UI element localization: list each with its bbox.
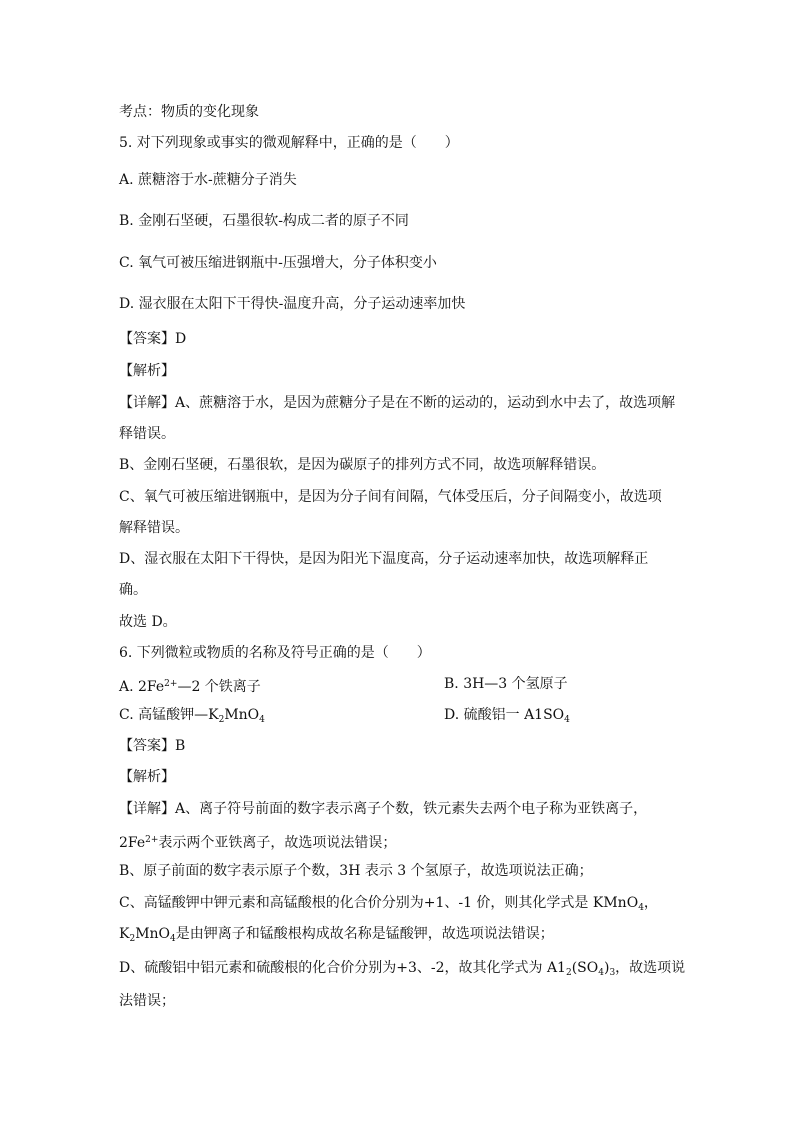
superscript: 2+ (145, 835, 159, 845)
q6-detail-line (119, 893, 658, 918)
text: MnO (135, 926, 171, 942)
q5-option-a: A. 蔗糖溶于水-蔗糖分子消失 (119, 172, 297, 188)
q6-option-d (444, 705, 570, 730)
kaodian-line: 考点：物质的变化现象 (119, 104, 259, 120)
q6-analysis-heading: 【解析】 (119, 769, 175, 785)
q6-option-a (119, 674, 261, 697)
q5-detail-line: B、金刚石坚硬，石墨很软，是因为碳原子的排列方式不同，故选项解释错误。 (119, 457, 606, 473)
superscript: 2+ (164, 679, 178, 689)
q6-option-c-text: C. 高锰酸钾—K (119, 707, 219, 723)
q6-detail-line (119, 958, 685, 983)
q6-detail-line (119, 830, 396, 853)
text: ， (643, 895, 658, 911)
q6-option-b: B. 3H—3 个氢原子 (444, 676, 568, 692)
text: ) (603, 960, 610, 976)
subscript: 2 (129, 934, 136, 944)
subscript: 4 (564, 715, 570, 725)
text: K (119, 926, 130, 942)
text: 表示两个亚铁离子，故选项说法错误； (158, 835, 397, 851)
q5-answer: 【答案】D (119, 331, 187, 347)
q6-answer: 【答案】B (119, 738, 186, 754)
subscript: 3 (609, 968, 616, 978)
q5-detail-line: C、氧气可被压缩进钢瓶中，是因为分子间有间隔，气体受压后，分子间隔变小，故选项 (119, 489, 662, 505)
q6-stem: 6. 下列微粒或物质的名称及符号正确的是（ ） (119, 645, 431, 661)
q5-detail-line: D、湿衣服在太阳下干得快，是因为阳光下温度高，分子运动速率加快，故选项解释正 (119, 551, 649, 567)
subscript: 2 (565, 968, 572, 978)
q6-detail-line: 法错误； (119, 993, 175, 1009)
q6-option-c (119, 705, 265, 730)
q6-option-c-text: MnO (224, 707, 260, 723)
subscript: 2 (218, 715, 225, 725)
q5-option-c: C. 氧气可被压缩进钢瓶中-压强增大，分子体积变小 (119, 255, 437, 271)
subscript: 4 (259, 715, 265, 725)
q6-option-d-text: D. 硫酸铝一 A1SO (444, 707, 565, 723)
subscript: 4 (170, 934, 176, 944)
q5-option-d: D. 湿衣服在太阳下干得快-温度升高，分子运动速率加快 (119, 296, 466, 312)
q5-analysis-heading: 【解析】 (119, 363, 175, 379)
text: C、高锰酸钾中钾元素和高锰酸根的化合价分别为+1、-1 价，则其化学式是 KMnO (119, 895, 639, 911)
subscript: 4 (638, 903, 644, 913)
q5-conclusion: 故选 D。 (119, 614, 177, 630)
q6-detail-line (119, 924, 554, 949)
q5-detail-line: 释错误。 (119, 426, 175, 442)
text: D、硫酸铝中铝元素和硫酸根的化合价分别为+3、-2，故其化学式为 A1 (119, 960, 566, 976)
q5-detail-line: 【详解】A、蔗糖溶于水，是因为蔗糖分子是在不断的运动的，运动到水中去了，故选项解 (119, 395, 676, 411)
text: 2Fe (119, 835, 146, 851)
q5-stem: 5. 对下列现象或事实的微观解释中，正确的是（ ） (119, 135, 459, 151)
q5-detail-line: 确。 (119, 582, 147, 598)
q6-detail-line: 【详解】A、离子符号前面的数字表示离子个数，铁元素失去两个电子称为亚铁离子， (119, 801, 648, 817)
text: ，故选项说 (615, 960, 686, 976)
q6-option-a-text: —2 个铁离子 (177, 679, 261, 695)
text: (SO (571, 960, 599, 976)
text: 是由钾离子和锰酸根构成故名称是锰酸钾，故选项说法错误； (175, 926, 554, 942)
q6-option-a-text: A. 2Fe (119, 679, 165, 695)
q6-detail-line: B、原子前面的数字表示原子个数，3H 表示 3 个氢原子，故选项说法正确； (119, 863, 593, 879)
subscript: 4 (598, 968, 604, 978)
q5-detail-line: 解释错误。 (119, 520, 189, 536)
q5-option-b: B. 金刚石坚硬，石墨很软-构成二者的原子不同 (119, 213, 409, 229)
